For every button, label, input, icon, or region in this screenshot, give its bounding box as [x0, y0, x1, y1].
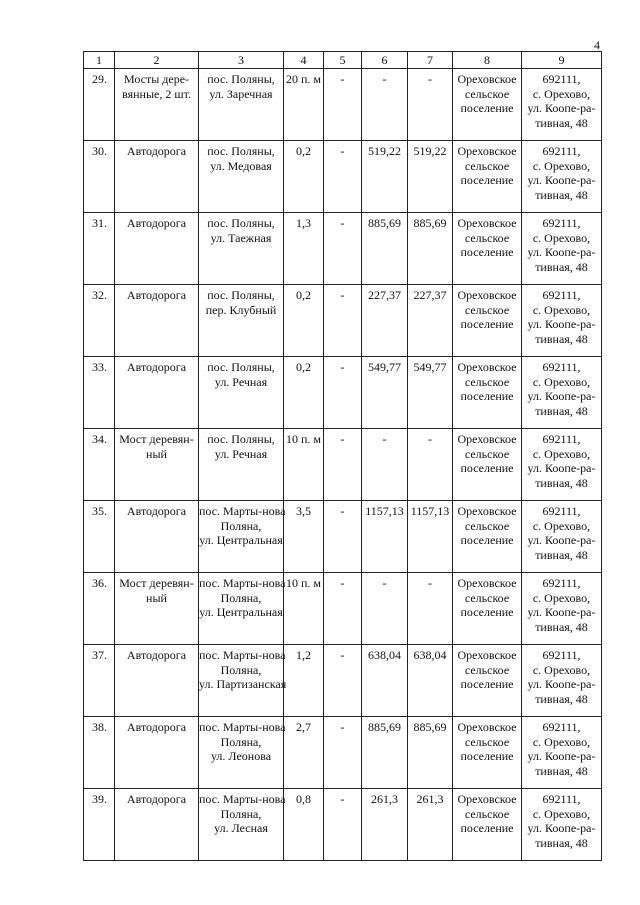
- address-cell: [199, 213, 284, 285]
- cell-line: ул. Коопе-ра-: [527, 821, 596, 835]
- header-cell: 1: [84, 52, 115, 69]
- cell-line: пос. Поляны,: [207, 288, 275, 302]
- cell-line: сельское: [464, 158, 510, 173]
- cell-line: Мосты дере-: [123, 72, 190, 86]
- object-name-cell: [115, 573, 199, 645]
- cell-line: Ореховское: [457, 216, 517, 230]
- cell-line: поселение: [460, 389, 514, 403]
- cell-line: тивная, 48: [535, 115, 588, 130]
- header-cell: 8: [453, 52, 522, 69]
- cell-line: пос. Поляны,: [207, 216, 275, 230]
- row-number-cell: 34.: [84, 429, 115, 501]
- cell-line: сельское: [464, 446, 510, 461]
- postal-address-cell: [522, 501, 602, 573]
- col6-cell: -: [362, 69, 408, 141]
- cell-line: ул. Речная: [214, 374, 268, 389]
- object-name-cell: [115, 501, 199, 573]
- cell-line: Ореховское: [457, 72, 517, 86]
- col6-cell: 1157,13: [362, 501, 408, 573]
- cell-line: Ореховское: [457, 720, 517, 734]
- col5-cell: -: [324, 645, 362, 717]
- cell-line: с. Орехово,: [532, 302, 591, 317]
- cell-line: поселение: [460, 821, 514, 835]
- table-header-row: [84, 52, 602, 69]
- owner-cell: [453, 357, 522, 429]
- cell-line: тивная, 48: [535, 619, 588, 634]
- header-cell: 7: [408, 52, 453, 69]
- col7-cell: -: [408, 69, 453, 141]
- col6-cell: 519,22: [362, 141, 408, 213]
- col5-cell: -: [324, 789, 362, 861]
- row-number-cell: 37.: [84, 645, 115, 717]
- col6-cell: 638,04: [362, 645, 408, 717]
- cell-line: Автодорога: [126, 648, 187, 662]
- cell-line: Мост деревян-: [119, 576, 194, 590]
- col7-cell: 519,22: [408, 141, 453, 213]
- cell-line: Поляна,: [220, 518, 262, 533]
- cell-line: ул. Коопе-ра-: [527, 173, 596, 187]
- property-table: [83, 51, 602, 861]
- table-row: [84, 69, 602, 141]
- cell-line: с. Орехово,: [532, 662, 591, 677]
- col6-cell: 261,3: [362, 789, 408, 861]
- postal-address-cell: [522, 69, 602, 141]
- address-cell: [199, 357, 284, 429]
- length-cell: 0,8: [284, 789, 324, 861]
- length-cell: 0,2: [284, 141, 324, 213]
- cell-line: ул. Лесная: [214, 821, 268, 835]
- cell-line: сельское: [464, 734, 510, 749]
- cell-line: тивная, 48: [535, 403, 588, 418]
- cell-line: ул. Коопе-ра-: [527, 533, 596, 547]
- cell-line: Ореховское: [457, 648, 517, 662]
- cell-line: сельское: [464, 806, 510, 821]
- length-cell: 2,7: [284, 717, 324, 789]
- cell-line: Автодорога: [126, 144, 187, 158]
- postal-address-cell: [522, 285, 602, 357]
- header-cell: 6: [362, 52, 408, 69]
- cell-line: Поляна,: [220, 662, 262, 677]
- col5-cell: -: [324, 501, 362, 573]
- length-cell: 10 п. м: [284, 573, 324, 645]
- page-number: 4: [594, 38, 600, 52]
- cell-line: ный: [146, 590, 167, 605]
- object-name-cell: [115, 285, 199, 357]
- table-row: [84, 357, 602, 429]
- address-cell: [199, 789, 284, 861]
- length-cell: 10 п. м: [284, 429, 324, 501]
- header-cell: 5: [324, 52, 362, 69]
- col6-cell: 885,69: [362, 213, 408, 285]
- cell-line: Ореховское: [457, 360, 517, 374]
- cell-line: 692111,: [542, 288, 581, 302]
- row-number-cell: 31.: [84, 213, 115, 285]
- cell-line: ул. Таежная: [210, 230, 272, 245]
- cell-line: ул. Коопе-ра-: [527, 389, 596, 403]
- cell-line: Автодорога: [126, 288, 187, 302]
- col7-cell: 638,04: [408, 645, 453, 717]
- cell-line: 692111,: [542, 360, 581, 374]
- cell-line: ул. Коопе-ра-: [527, 317, 596, 331]
- table-row: [84, 213, 602, 285]
- cell-line: Поляна,: [220, 734, 262, 749]
- col6-cell: -: [362, 573, 408, 645]
- object-name-cell: [115, 717, 199, 789]
- address-cell: [199, 285, 284, 357]
- cell-line: сельское: [464, 374, 510, 389]
- cell-line: тивная, 48: [535, 763, 588, 778]
- cell-line: Автодорога: [126, 792, 187, 806]
- cell-line: ул. Медовая: [210, 158, 272, 173]
- cell-line: ул. Коопе-ра-: [527, 677, 596, 691]
- cell-line: ул. Коопе-ра-: [527, 605, 596, 619]
- row-number-cell: 38.: [84, 717, 115, 789]
- cell-line: сельское: [464, 86, 510, 101]
- row-number-cell: 32.: [84, 285, 115, 357]
- cell-line: пос. Марты-нова: [199, 792, 286, 806]
- row-number-cell: 39.: [84, 789, 115, 861]
- cell-line: Автодорога: [126, 360, 187, 374]
- cell-line: пос. Марты-нова: [199, 504, 286, 518]
- length-cell: 3,5: [284, 501, 324, 573]
- cell-line: с. Орехово,: [532, 86, 591, 101]
- col7-cell: 261,3: [408, 789, 453, 861]
- cell-line: поселение: [460, 245, 514, 259]
- cell-line: ул. Центральная: [199, 533, 283, 547]
- cell-line: сельское: [464, 518, 510, 533]
- owner-cell: [453, 69, 522, 141]
- col7-cell: 227,37: [408, 285, 453, 357]
- cell-line: Ореховское: [457, 792, 517, 806]
- cell-line: ул. Коопе-ра-: [527, 245, 596, 259]
- cell-line: с. Орехово,: [532, 590, 591, 605]
- cell-line: с. Орехово,: [532, 734, 591, 749]
- cell-line: 692111,: [542, 720, 581, 734]
- cell-line: поселение: [460, 749, 514, 763]
- object-name-cell: [115, 213, 199, 285]
- owner-cell: [453, 501, 522, 573]
- cell-line: 692111,: [542, 576, 581, 590]
- postal-address-cell: [522, 573, 602, 645]
- cell-line: поселение: [460, 461, 514, 475]
- cell-line: ул. Коопе-ра-: [527, 101, 596, 115]
- cell-line: сельское: [464, 230, 510, 245]
- address-cell: [199, 69, 284, 141]
- cell-line: Мост деревян-: [119, 432, 194, 446]
- cell-line: с. Орехово,: [532, 158, 591, 173]
- object-name-cell: [115, 429, 199, 501]
- cell-line: пос. Поляны,: [207, 360, 275, 374]
- col6-cell: -: [362, 429, 408, 501]
- cell-line: Ореховское: [457, 288, 517, 302]
- cell-line: ул. Речная: [214, 446, 268, 461]
- cell-line: Ореховское: [457, 144, 517, 158]
- header-cell: 2: [115, 52, 199, 69]
- cell-line: ул. Коопе-ра-: [527, 461, 596, 475]
- cell-line: пос. Марты-нова: [199, 648, 286, 662]
- cell-line: пос. Поляны,: [207, 432, 275, 446]
- cell-line: сельское: [464, 590, 510, 605]
- address-cell: [199, 141, 284, 213]
- cell-line: поселение: [460, 173, 514, 187]
- header-cell: 4: [284, 52, 324, 69]
- cell-line: Ореховское: [457, 576, 517, 590]
- owner-cell: [453, 213, 522, 285]
- row-number-cell: 33.: [84, 357, 115, 429]
- owner-cell: [453, 717, 522, 789]
- cell-line: тивная, 48: [535, 187, 588, 202]
- address-cell: [199, 429, 284, 501]
- cell-line: ул. Леонова: [210, 749, 272, 763]
- owner-cell: [453, 429, 522, 501]
- cell-line: Поляна,: [220, 806, 262, 821]
- cell-line: ный: [146, 446, 167, 461]
- cell-line: 692111,: [542, 792, 581, 806]
- length-cell: 0,2: [284, 285, 324, 357]
- cell-line: пос. Поляны,: [207, 144, 275, 158]
- col6-cell: 885,69: [362, 717, 408, 789]
- col6-cell: 549,77: [362, 357, 408, 429]
- col7-cell: -: [408, 573, 453, 645]
- cell-line: 692111,: [542, 72, 581, 86]
- cell-line: тивная, 48: [535, 691, 588, 706]
- cell-line: поселение: [460, 317, 514, 331]
- col7-cell: 885,69: [408, 213, 453, 285]
- cell-line: с. Орехово,: [532, 374, 591, 389]
- cell-line: поселение: [460, 677, 514, 691]
- cell-line: ул. Партизанская: [199, 677, 287, 691]
- length-cell: 1,3: [284, 213, 324, 285]
- table-row: [84, 141, 602, 213]
- table-row: [84, 789, 602, 861]
- cell-line: тивная, 48: [535, 331, 588, 346]
- cell-line: пос. Марты-нова: [199, 576, 286, 590]
- postal-address-cell: [522, 213, 602, 285]
- address-cell: [199, 717, 284, 789]
- cell-line: сельское: [464, 302, 510, 317]
- col5-cell: -: [324, 717, 362, 789]
- row-number-cell: 29.: [84, 69, 115, 141]
- object-name-cell: [115, 789, 199, 861]
- table-body: [84, 52, 602, 861]
- owner-cell: [453, 573, 522, 645]
- cell-line: тивная, 48: [535, 475, 588, 490]
- table-row: [84, 285, 602, 357]
- col5-cell: -: [324, 285, 362, 357]
- cell-line: 692111,: [542, 144, 581, 158]
- address-cell: [199, 501, 284, 573]
- cell-line: 692111,: [542, 504, 581, 518]
- header-cell: 3: [199, 52, 284, 69]
- table-row: [84, 573, 602, 645]
- row-number-cell: 35.: [84, 501, 115, 573]
- col5-cell: -: [324, 429, 362, 501]
- address-cell: [199, 645, 287, 717]
- postal-address-cell: [522, 141, 602, 213]
- postal-address-cell: [522, 357, 602, 429]
- cell-line: поселение: [460, 101, 514, 115]
- cell-line: Автодорога: [126, 216, 187, 230]
- cell-line: тивная, 48: [535, 259, 588, 274]
- object-name-cell: [115, 357, 199, 429]
- col5-cell: -: [324, 141, 362, 213]
- col6-cell: 227,37: [362, 285, 408, 357]
- col7-cell: -: [408, 429, 453, 501]
- object-name-cell: [115, 69, 199, 141]
- cell-line: с. Орехово,: [532, 230, 591, 245]
- address-cell: [199, 573, 284, 645]
- postal-address-cell: [522, 429, 602, 501]
- col5-cell: -: [324, 573, 362, 645]
- cell-line: тивная, 48: [535, 547, 588, 562]
- owner-cell: [453, 645, 522, 717]
- cell-line: Ореховское: [457, 432, 517, 446]
- cell-line: 692111,: [542, 648, 581, 662]
- object-name-cell: [115, 141, 199, 213]
- length-cell: 0,2: [284, 357, 324, 429]
- col7-cell: 1157,13: [408, 501, 453, 573]
- col5-cell: -: [324, 357, 362, 429]
- owner-cell: [453, 141, 522, 213]
- cell-line: с. Орехово,: [532, 518, 591, 533]
- cell-line: пос. Поляны,: [207, 72, 275, 86]
- postal-address-cell: [522, 717, 602, 789]
- cell-line: поселение: [460, 605, 514, 619]
- cell-line: ул. Заречная: [209, 86, 273, 101]
- cell-line: Ореховское: [457, 504, 517, 518]
- cell-line: ул. Центральная: [199, 605, 283, 619]
- cell-line: поселение: [460, 533, 514, 547]
- cell-line: 692111,: [542, 216, 581, 230]
- length-cell: 1,2: [284, 645, 324, 717]
- table-row: [84, 501, 602, 573]
- table-row: [84, 645, 602, 717]
- cell-line: ул. Коопе-ра-: [527, 749, 596, 763]
- col7-cell: 885,69: [408, 717, 453, 789]
- col5-cell: -: [324, 213, 362, 285]
- cell-line: с. Орехово,: [532, 806, 591, 821]
- table-row: [84, 717, 602, 789]
- cell-line: Автодорога: [126, 504, 187, 518]
- owner-cell: [453, 285, 522, 357]
- row-number-cell: 30.: [84, 141, 115, 213]
- cell-line: вянные, 2 шт.: [122, 86, 191, 101]
- cell-line: Автодорога: [126, 720, 187, 734]
- object-name-cell: [115, 645, 199, 717]
- length-cell: 20 п. м: [284, 69, 324, 141]
- cell-line: сельское: [464, 662, 510, 677]
- col7-cell: 549,77: [408, 357, 453, 429]
- col5-cell: -: [324, 69, 362, 141]
- header-cell: 9: [522, 52, 602, 69]
- table-row: [84, 429, 602, 501]
- cell-line: с. Орехово,: [532, 446, 591, 461]
- cell-line: 692111,: [542, 432, 581, 446]
- cell-line: Поляна,: [220, 590, 262, 605]
- cell-line: пос. Марты-нова: [199, 720, 286, 734]
- row-number-cell: 36.: [84, 573, 115, 645]
- postal-address-cell: [522, 789, 602, 861]
- cell-line: пер. Клубный: [205, 302, 277, 317]
- postal-address-cell: [522, 645, 602, 717]
- owner-cell: [453, 789, 522, 861]
- cell-line: тивная, 48: [535, 835, 588, 850]
